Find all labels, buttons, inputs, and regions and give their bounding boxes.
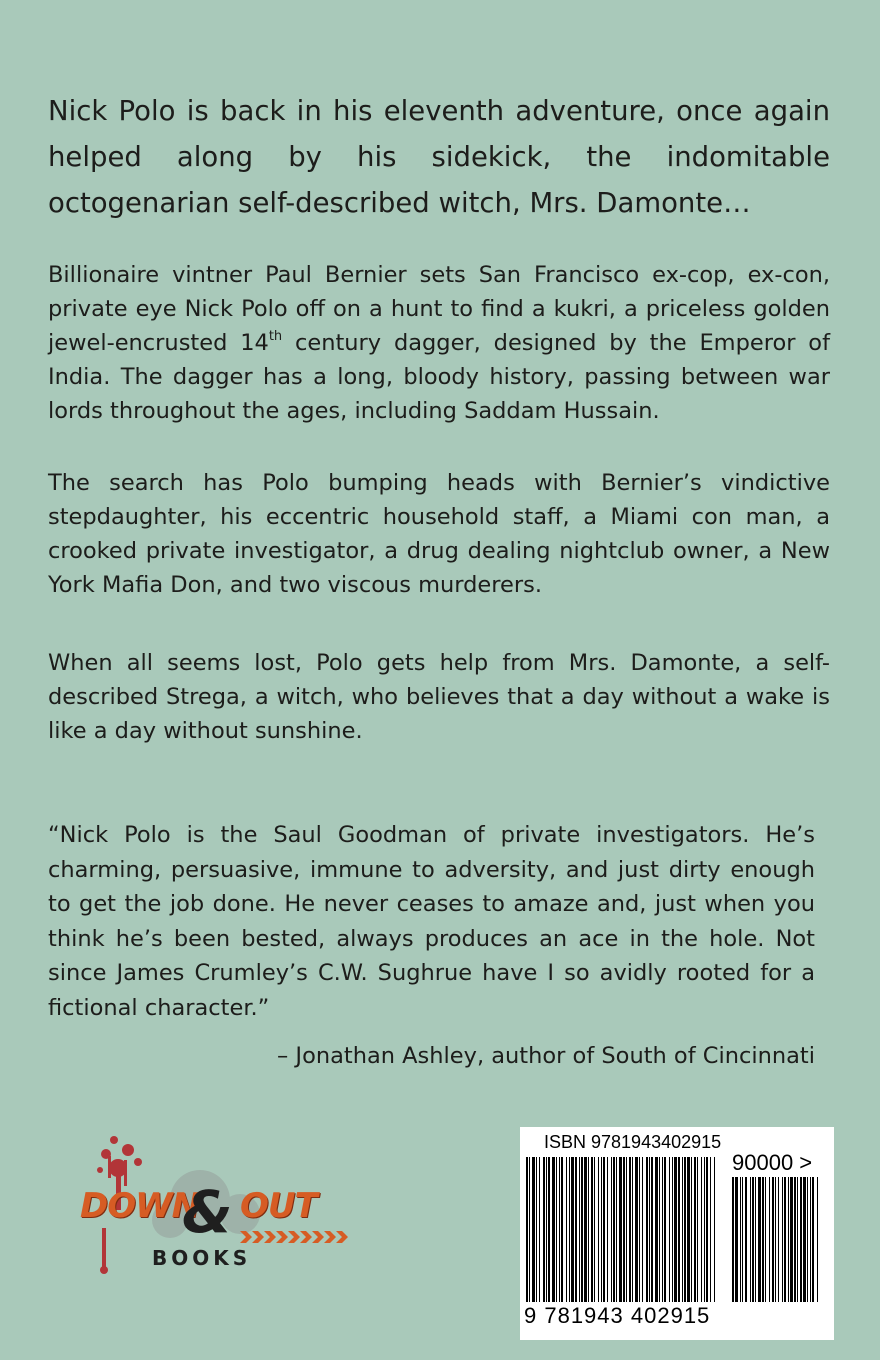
barcode-bar [581,1157,583,1302]
logo-word-down: DOWN [80,1186,200,1226]
barcode-bar [569,1157,570,1302]
barcode-bar [556,1157,557,1302]
barcode-bar [678,1157,680,1302]
barcode-bar [601,1157,602,1302]
barcode-bar [598,1157,599,1302]
barcode-bar [635,1157,638,1302]
barcode-bar [623,1157,625,1302]
price-barcode-bar [778,1177,779,1302]
barcode-bar [532,1157,535,1302]
price-barcode-bar [812,1177,814,1302]
price-barcode-bar [755,1177,756,1302]
barcode-bar [664,1157,666,1302]
barcode-bar [687,1157,690,1302]
barcode-bar [613,1157,615,1302]
price-barcode-bar [782,1177,783,1302]
barcode-bar [691,1157,692,1302]
barcode-bar [566,1157,567,1302]
price-barcode-bar [794,1177,796,1302]
barcode-bar [591,1157,593,1302]
synopsis-paragraph-3: When all seems lost, Polo gets help from Mrs. Damonte, a self-described Strega, a witch, who believes that a day without a wake is like a day without sunshine. [48,650,830,744]
barcode-bar [536,1157,537,1302]
price-barcode-bar [807,1177,808,1302]
barcode-bar [543,1157,545,1302]
review-quote: “Nick Polo is the Saul Goodman of private investigators. He’s charming, persuasive, immune to adversity, and just dirty enough to get the job done. He never ceases to amaze and, just when you think he’s been bested, always produces an ace in the hole. Not since James Crumley’s C.W. Sughrue have I so avidly rooted for a fictional character.” [48,822,815,1021]
barcode-bar [672,1157,673,1302]
logo-word-out: OUT [240,1186,317,1226]
price-barcode-bar [797,1177,798,1302]
isbn-label: ISBN 9781943402915 [544,1132,722,1152]
barcode-bar [669,1157,670,1302]
price-barcode-bar [772,1177,774,1302]
barcode-bar [632,1157,633,1302]
barcode-bar [651,1157,653,1302]
isbn-barcode [520,1127,834,1340]
barcode-bar [546,1157,547,1302]
price-barcode-bar [750,1177,751,1302]
price-code: 90000 > [732,1150,813,1175]
price-barcode-bar [765,1177,766,1302]
barcode-bar [674,1157,677,1302]
price-barcode-bar [762,1177,764,1302]
isbn-digits: 9 781943 402915 [524,1303,711,1328]
synopsis-paragraph-2: The search has Polo bumping heads with Bernier’s vindictive stepdaughter, his eccentric household staff, a Miami con man, a crooked private investigator, a drug dealing nightclub owner, a New York Mafia Don, and two viscous murderers. [48,470,830,598]
price-barcode-bar [769,1177,770,1302]
barcode-bar [607,1157,608,1302]
price-barcode-bar [775,1177,776,1302]
logo-word-books: BOOKS [152,1246,252,1270]
barcode-bar [642,1157,643,1302]
synopsis-text-before: Billionaire vintner Paul Bernier sets San Francisco ex-cop, ex-con, private eye Nick Polo off on a hunt to find a kukri, a priceless golden jewel-encrusted 14 [48,262,830,356]
barcode-bar [603,1157,605,1302]
price-barcode-bar [790,1177,793,1302]
barcode-bar [552,1157,555,1302]
logo-ampersand: & [182,1178,232,1246]
price-barcode-bar [752,1177,754,1302]
barcode-bar [684,1157,686,1302]
barcode-bar [619,1157,622,1302]
barcode-bar [594,1157,595,1302]
barcode-bar [529,1157,530,1302]
barcode-bar [694,1157,696,1302]
barcode-bar [697,1157,698,1302]
ordinal-superscript: th [268,329,283,344]
barcode-bar [639,1157,640,1302]
quote-attribution: – Jonathan Ashley, author of South of Cincinnati [277,1043,815,1069]
price-barcode-bar [817,1177,818,1302]
barcode-bar [561,1157,563,1302]
barcode-bar [548,1157,550,1302]
barcode-bar [616,1157,617,1302]
barcode-bar [649,1157,650,1302]
price-barcode-bar [758,1177,761,1302]
price-barcode-bar [740,1177,741,1302]
synopsis-paragraph-1 [48,258,830,428]
arrow-chevrons-icon [240,1231,348,1243]
price-barcode-bar [800,1177,802,1302]
barcode-bar [646,1157,648,1302]
price-barcode-bar [784,1177,786,1302]
intro-paragraph: Nick Polo is back in his eleventh adventure, once again helped along by his sidekick, the indomitable octogenarian self-described witch, Mrs. Damonte… [48,95,830,219]
barcode-bar [701,1157,702,1302]
barcode-bar [539,1157,540,1302]
synopsis-text-after: century dagger, designed by the Emperor of India. The dagger has a long, bloody history, passing between war lords throughout the ages, including Saddam Hussain. [48,330,830,424]
barcode-bar [710,1157,711,1302]
barcode-bar [579,1157,580,1302]
price-barcode-bar [742,1177,743,1302]
barcode-bar [571,1157,574,1302]
barcode-bar [526,1157,528,1302]
barcode-bar [575,1157,577,1302]
barcode-bar [629,1157,631,1302]
barcode-bar [626,1157,627,1302]
barcode-bar [662,1157,663,1302]
price-barcode-bar [810,1177,811,1302]
barcode-bar [714,1157,715,1302]
price-barcode-bar [745,1177,747,1302]
barcode-bar [559,1157,560,1302]
barcode-bar [704,1157,705,1302]
price-barcode-bar [732,1177,734,1302]
price-barcode-bar [803,1177,806,1302]
barcode-bar [706,1157,708,1302]
barcode-bar [588,1157,589,1302]
publisher-logo [80,1130,360,1280]
barcode-bar [584,1157,587,1302]
barcode-bar [659,1157,660,1302]
price-barcode-bar [735,1177,738,1302]
barcode-bar [611,1157,612,1302]
barcode-bar [682,1157,683,1302]
price-barcode-bar [788,1177,789,1302]
barcode-bar [655,1157,658,1302]
